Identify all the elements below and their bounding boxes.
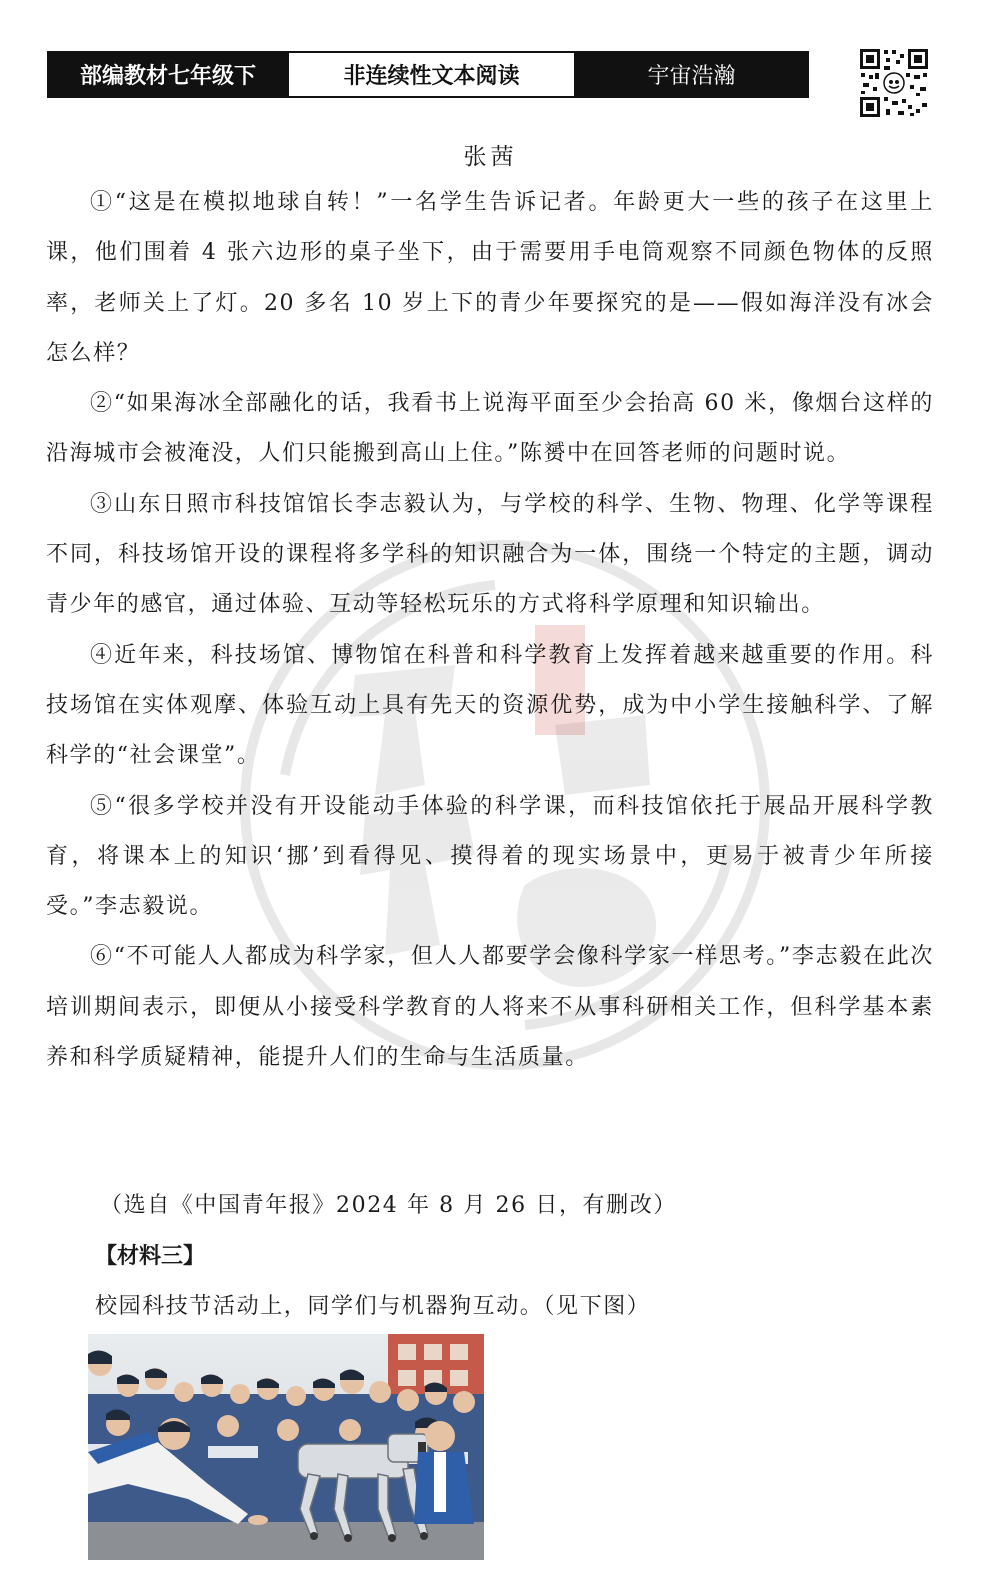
author-name: 张茜 — [463, 144, 518, 170]
header-topic-label: 非连续性文本阅读 — [287, 53, 576, 96]
article-body — [46, 178, 934, 1083]
paragraph-6: ⑥“不可能人人都成为科学家，但人人都要学会像科学家一样思考。”李志毅在此次培训期间表示，即便从小接受科学教育的人将来不从事科研相关工作，但科学基本素养和科学质疑精神，能提升人们的生命与生活质量。 — [46, 944, 934, 1071]
header-grade-label: 部编教材七年级下 — [49, 53, 287, 96]
robot-dog-photo — [88, 1334, 484, 1560]
qr-code-icon — [858, 47, 930, 119]
header-unit-label: 宇宙浩瀚 — [576, 53, 807, 96]
header-bar — [47, 51, 809, 98]
paragraph-4: ④近年来，科技场馆、博物馆在科普和科学教育上发挥着越来越重要的作用。科技场馆在实体观摩、体验互动上具有先天的资源优势，成为中小学生接触科学、了解科学的“社会课堂”。 — [46, 642, 934, 769]
paragraph-5: ⑤“很多学校并没有开设能动手体验的科学课，而科技馆依托于展品开展科学教育，将课本上的知识‘挪’到看得见、摸得着的现实场景中，更易于被青少年所接受。”李志毅说。 — [46, 793, 934, 920]
source-citation: （选自《中国青年报》2024 年 8 月 26 日，有删改） — [100, 1193, 677, 1218]
paragraph-1: ①“这是在模拟地球自转！”一名学生告诉记者。年龄更大一些的孩子在这里上课，他们围着 4 张六边形的桌子坐下，由于需要用手电筒观察不同颜色物体的反照率，老师关上了灯。20 多名 10 岁上下的青少年要探究的是——假如海洋没有冰会怎么样？ — [46, 190, 934, 366]
material-heading: 【材料三】 — [95, 1244, 206, 1269]
paragraph-3: ③山东日照市科技馆馆长李志毅认为，与学校的科学、生物、物理、化学等课程不同，科技场馆开设的课程将多学科的知识融合为一体，围绕一个特定的主题，调动青少年的感官，通过体验、互动等轻松玩乐的方式将科学原理和知识输出。 — [46, 491, 934, 618]
paragraph-2: ②“如果海冰全部融化的话，我看书上说海平面至少会抬高 60 米，像烟台这样的沿海城市会被淹没，人们只能搬到高山上住。”陈赟中在回答老师的问题时说。 — [46, 391, 934, 467]
photo-caption: 校园科技节活动上，同学们与机器狗互动。（见下图） — [95, 1294, 651, 1319]
